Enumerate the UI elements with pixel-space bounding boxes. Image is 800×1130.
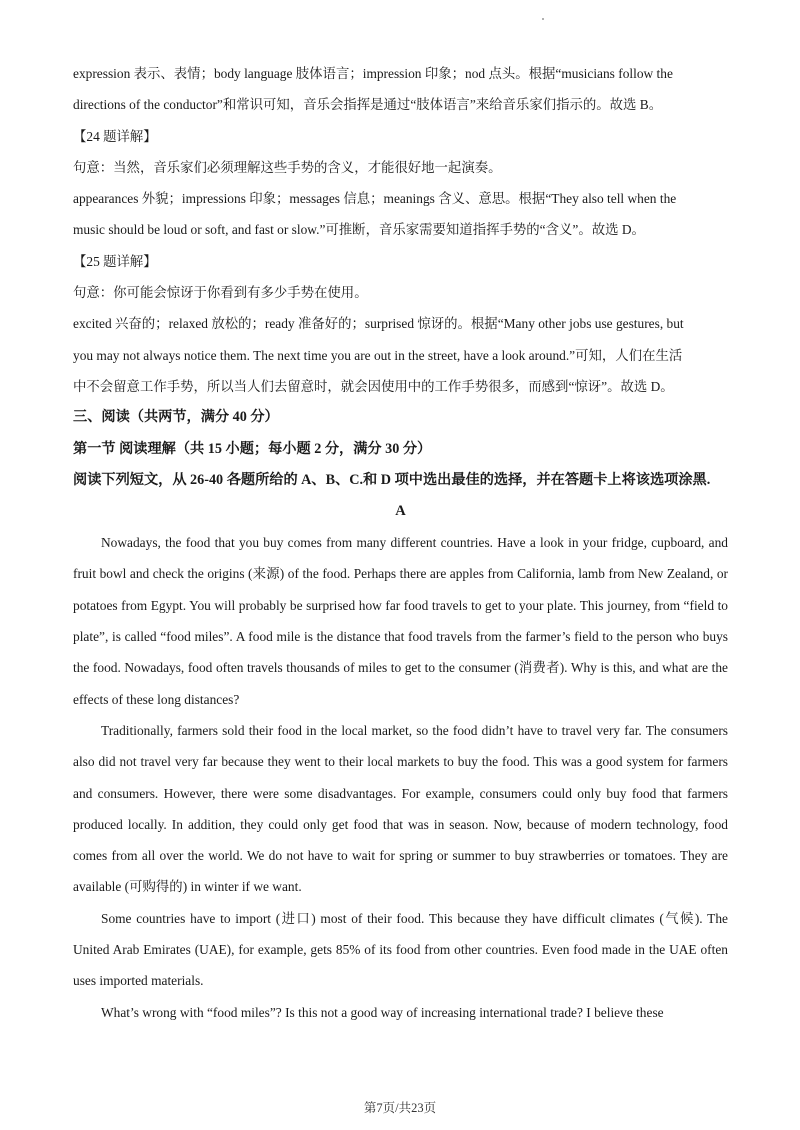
text-line: 中不会留意工作手势，所以当人们去留意时，就会因使用中的工作手势很多，而感到“惊讶”。故选 D。 [73,378,674,394]
text-line: music should be loud or soft, and fast or slow.”可推断，音乐家需要知道指挥手势的“含义”。故选 D。 [73,222,645,238]
text-line: expression 表示、表情；body language 肢体语言；impression 印象；nod 点头。根据“musicians follow the [73,66,673,81]
text-line: you may not always notice them. The next time you are out in the street, have a look around.”可知，人们在生活 [73,347,683,363]
scan-speck [542,18,544,20]
section-subheading: 第一节 阅读理解（共 15 小题；每小题 2 分，满分 30 分） [73,440,432,457]
passage-paragraph: Nowadays, the food that you buy comes from many different countries. Have a look in your fridge, cupboard, and fruit bowl and check the origins (来源) of the food. Perhaps there are apples from California, lamb from New Zealand, or potatoes from Egypt. You will probably be surprised how far food travels to get to your plate. This journey, from “field to plate”, is called “food miles”. A food mile is the distance that food travels from the farmer’s field to the person who buys the food. Nowadays, food often travels thousands of miles to get to the consumer (消费者). Why is this, and what are the effects of these long distances? [73,535,728,707]
page-content [73,58,728,1028]
text-line: excited 兴奋的；relaxed 放松的；ready 准备好的；surprised 惊讶的。根据“Many other jobs use gestures, but [73,316,684,332]
passage-paragraph: Traditionally, farmers sold their food in the local market, so the food didn’t have to travel very far. The consumers also did not travel very far because they went to their local markets to buy the food. This was a good system for farmers and consumers. However, there were some disadvantages. For example, consumers could only buy food that farmers produced locally. In addition, they could only get food that was in season. Now, because of modern technology, food comes from all over the world. We do not have to wait for spring or summer to buy strawberries or tomatoes. They are available (可购得的) in winter if we want. [73,722,728,895]
section-instruction: 阅读下列短文，从 26-40 各题所给的 A、B、C.和 D 项中选出最佳的选择，并在答题卡上将该选项涂黑. [73,471,711,488]
text-line: 句意：你可能会惊讶于你看到有多少手势在使用。 [73,285,368,301]
passage-paragraph: What’s wrong with “food miles”? Is this not a good way of increasing international trade? I believe these [101,1004,664,1020]
section-heading: 三、阅读（共两节，满分 40 分） [73,409,279,426]
text-line: appearances 外貌；impressions 印象；messages 信息；meanings 含义、意思。根据“They also tell when the [73,191,677,207]
answer-heading-25: 【25 题详解】 [73,253,157,269]
text-line: 句意：当然，音乐家们必须理解这些手势的含义，才能很好地一起演奏。 [73,159,502,175]
answer-heading-24: 【24 题详解】 [73,128,157,144]
passage-letter: A [395,503,406,520]
page-number: 第7页/共23页 [363,1101,437,1115]
passage-paragraph: Some countries have to import (进口) most of their food. This because they have difficult climates (气候). The United Arab Emirates (UAE), for example, gets 85% of its food from other countries. Even food made in the UAE often uses imported materials. [73,910,728,989]
text-line: directions of the conductor”和常识可知，音乐会指挥是通过“肢体语言”来给音乐家们指示的。故选 B。 [73,97,663,113]
